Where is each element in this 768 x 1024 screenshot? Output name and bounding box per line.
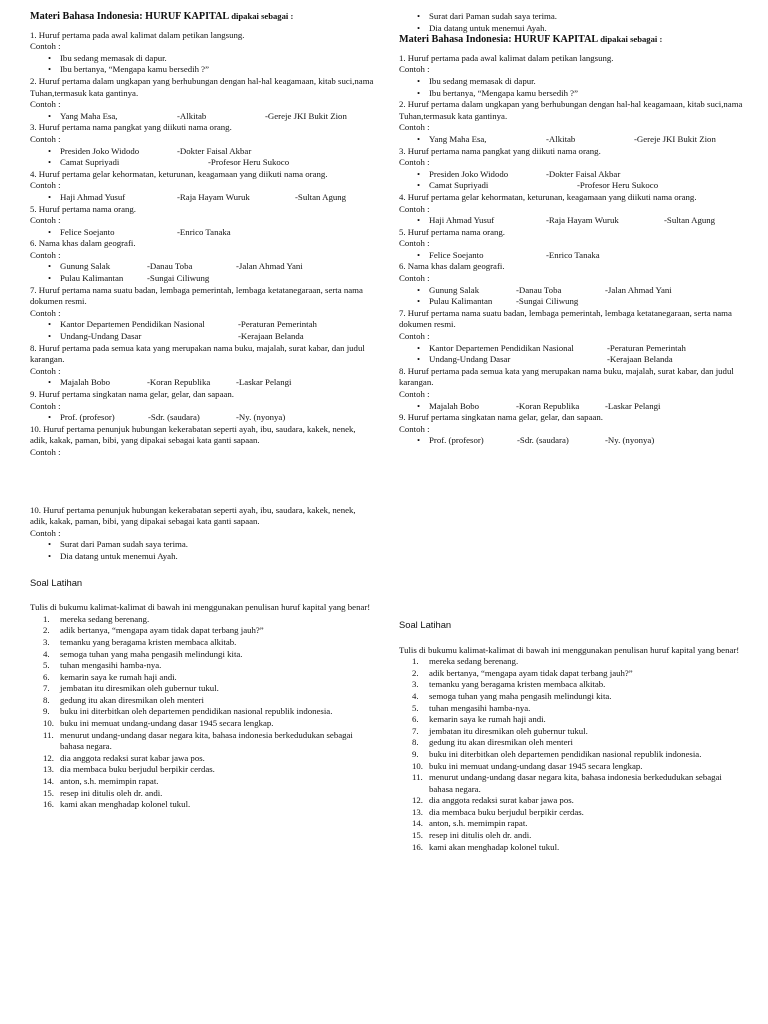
example-list [399, 401, 744, 413]
list-item: 14. anton, s.h. memimpin rapat. [43, 776, 159, 787]
rule-3: 3. Huruf pertama nama pangkat yang diikuti nama orang. [399, 145, 601, 156]
rule-8: 8. Huruf pertama pada semua kata yang merupakan nama buku, majalah, surat kabar, dan judul karangan. [399, 365, 734, 388]
example-list [30, 192, 375, 204]
example-list [30, 539, 375, 562]
list-item: • Camat Supriyadi -Profesor Heru Sukoco [30, 157, 375, 169]
list-item: 10. buku ini memuat undang-undang dasar 1945 secara lengkap. [43, 718, 274, 729]
contoh-label: Contoh : [30, 215, 61, 226]
list-item: 5. tuhan mengasihi hamba-nya. [43, 660, 162, 671]
list-item: • Pulau Kalimantan -Sungai Ciliwung [30, 273, 375, 285]
list-item: • Gunung Salak -Danau Toba -Jalan Ahmad Yani [30, 261, 375, 273]
rule-4: 4. Huruf pertama gelar kehormatan, keturunan, keagamaan yang diikuti nama orang. [399, 191, 697, 202]
rule-6: 6. Nama khas dalam geografi. [399, 261, 505, 272]
list-item: • Majalah Bobo -Koran Republika -Laskar Pelangi [399, 401, 744, 413]
list-item: • Kantor Departemen Pendidikan Nasional -Peraturan Pemerintah [399, 343, 744, 355]
rule-10: 10. Huruf pertama penunjuk hubungan kekerabatan seperti ayah, ibu, saudara, kakek, nenek, adik, kakak, paman, bibi, yang dipakai sebagai kata ganti sapaan. [30, 504, 356, 527]
contoh-label: Contoh : [30, 400, 61, 411]
rule-10: 10. Huruf pertama penunjuk hubungan kekerabatan seperti ayah, ibu, saudara, kakek, nenek, adik, kakak, paman, bibi, yang dipakai sebagai kata ganti sapaan. [30, 423, 356, 446]
list-item: • Ibu sedang memasak di dapur. [30, 53, 375, 65]
list-item: • Pulau Kalimantan -Sungai Ciliwung [399, 296, 744, 308]
list-item: 9. buku ini diterbitkan oleh departemen pendidikan nasional republik indonesia. [43, 706, 333, 717]
list-item: 7. jembatan itu diresmikan oleh gubernur tukul. [412, 725, 588, 736]
list-item: 1. mereka sedang berenang. [412, 656, 519, 667]
example-list [30, 53, 375, 76]
list-item: • Gunung Salak -Danau Toba -Jalan Ahmad Yani [399, 285, 744, 297]
list-item: • Undang-Undang Dasar -Kerajaan Belanda [30, 331, 375, 343]
rule-8: 8. Huruf pertama pada semua kata yang merupakan nama buku, majalah, surat kabar, dan judul karangan. [30, 342, 365, 365]
contoh-label: Contoh : [30, 41, 61, 52]
example-list [399, 215, 744, 227]
example-list [399, 134, 744, 146]
list-item: 5. tuhan mengasihi hamba-nya. [412, 702, 531, 713]
list-item: • Haji Ahmad Yusuf -Raja Hayam Wuruk -Sultan Agung [30, 192, 375, 204]
list-item: 2. adik bertanya, “mengapa ayam tidak dapat terbang jauh?” [43, 625, 264, 636]
example-list [399, 76, 744, 99]
list-item: 4. semoga tuhan yang maha pengasih melindungi kita. [412, 690, 612, 701]
example-list [399, 343, 744, 366]
list-item: 13. dia membaca buku berjudul berpikir cerdas. [412, 806, 584, 817]
list-item: 9. buku ini diterbitkan oleh departemen pendidikan nasional republik indonesia. [412, 748, 702, 759]
contoh-label: Contoh : [399, 122, 430, 133]
list-item: 11. menurut undang-undang dasar negara kita, bahasa indonesia berkedudukan sebagai bahasa negara. [412, 772, 722, 794]
list-item: 16. kami akan menghadap kolonel tukul. [43, 799, 191, 810]
list-item: • Yang Maha Esa, -Alkitab -Gereje JKI Bukit Zion [399, 134, 744, 146]
list-item: 3. temanku yang beragama kristen membaca alkitab. [43, 636, 237, 647]
rule-9: 9. Huruf pertama singkatan nama gelar, gelar, dan sapaan. [399, 412, 603, 423]
list-item: • Dia datang untuk menemui Ayah. [399, 23, 744, 35]
list-item: • Camat Supriyadi -Profesor Heru Sukoco [399, 180, 744, 192]
contoh-label: Contoh : [399, 238, 430, 249]
rule-2: 2. Huruf pertama dalam ungkapan yang berhubungan dengan hal-hal keagamaan, kitab suci,nama Tuhan,termasuk kata gantinya. [30, 75, 374, 98]
rule-9: 9. Huruf pertama singkatan nama gelar, gelar, dan sapaan. [30, 389, 234, 399]
contoh-label: Contoh : [399, 157, 430, 168]
list-item: • Dia datang untuk menemui Ayah. [30, 551, 375, 563]
soal-instruction: Tulis di bukumu kalimat-kalimat di bawah ini menggunakan penulisan huruf kapital yang benar! [30, 602, 371, 613]
list-item: 12. dia anggota redaksi surat kabar jawa pos. [43, 752, 205, 763]
example-list [30, 227, 375, 239]
contoh-label: Contoh : [399, 331, 430, 342]
left-column [30, 11, 375, 811]
list-item: 14. anton, s.h. memimpin rapat. [412, 818, 528, 829]
list-item: 8. gedung itu akan diresmikan oleh menteri [43, 694, 204, 705]
rule-7: 7. Huruf pertama nama suatu badan, lembaga pemerintah, lembaga ketatanegaraan, serta nama dokumen resmi. [399, 307, 732, 330]
contoh-label: Contoh : [30, 307, 61, 318]
example-list [30, 111, 375, 123]
rule-3: 3. Huruf pertama nama pangkat yang diikuti nama orang. [30, 122, 232, 133]
contoh-label: Contoh : [30, 180, 61, 191]
list-item: • Presiden Joko Widodo -Dokter Faisal Akbar [30, 146, 375, 158]
list-item: 6. kemarin saya ke rumah haji andi. [412, 714, 546, 725]
page-title: Materi Bahasa Indonesia: HURUF KAPITAL dipakai sebagai : [30, 11, 294, 22]
list-item: • Yang Maha Esa, -Alkitab -Gereje JKI Bukit Zion [30, 111, 375, 123]
list-item: • Prof. (profesor) -Sdr. (saudara) -Ny. (nyonya) [30, 412, 375, 424]
example-list [30, 146, 375, 169]
contoh-label: Contoh : [399, 203, 430, 214]
contoh-label: Contoh : [30, 446, 61, 457]
soal-list [30, 614, 375, 811]
example-list [30, 377, 375, 389]
list-item: 11. menurut undang-undang dasar negara kita, bahasa indonesia berkedudukan sebagai bahasa negara. [43, 729, 353, 752]
list-item: 13. dia membaca buku berjudul berpikir cerdas. [43, 764, 215, 775]
rule-4: 4. Huruf pertama gelar kehormatan, keturunan, keagamaan yang diikuti nama orang. [30, 168, 328, 179]
rule-5: 5. Huruf pertama nama orang. [399, 226, 506, 237]
list-item: • Ibu sedang memasak di dapur. [399, 76, 744, 88]
rule-7: 7. Huruf pertama nama suatu badan, lembaga pemerintah, lembaga ketatanegaraan, serta nama dokumen resmi. [30, 284, 363, 307]
example-list [399, 169, 744, 192]
rule-6: 6. Nama khas dalam geografi. [30, 238, 136, 249]
list-item: 6. kemarin saya ke rumah haji andi. [43, 671, 177, 682]
list-item: 12. dia anggota redaksi surat kabar jawa pos. [412, 795, 574, 806]
rule-1: 1. Huruf pertama pada awal kalimat dalam petikan langsung. [30, 29, 245, 40]
example-list [30, 412, 375, 424]
rule-5: 5. Huruf pertama nama orang. [30, 203, 137, 214]
soal-list [399, 656, 744, 853]
list-item: • Haji Ahmad Yusuf -Raja Hayam Wuruk -Sultan Agung [399, 215, 744, 227]
contoh-label: Contoh : [399, 423, 430, 434]
list-item: • Surat dari Paman sudah saya terima. [30, 539, 375, 551]
soal-instruction: Tulis di bukumu kalimat-kalimat di bawah ini menggunakan penulisan huruf kapital yang benar! [399, 644, 740, 655]
list-item: • Majalah Bobo -Koran Republika -Laskar Pelangi [30, 377, 375, 389]
right-column [399, 11, 744, 853]
rule-2: 2. Huruf pertama dalam ungkapan yang berhubungan dengan hal-hal keagamaan, kitab suci,nama Tuhan,termasuk kata gantinya. [399, 99, 743, 121]
soal-heading: Soal Latihan [399, 618, 452, 630]
list-item: • Undang-Undang Dasar -Kerajaan Belanda [399, 354, 744, 366]
list-item: 15. resep ini ditulis oleh dr. andi. [412, 830, 532, 841]
list-item: 10. buku ini memuat undang-undang dasar 1945 secara lengkap. [412, 760, 643, 771]
page-title: Materi Bahasa Indonesia: HURUF KAPITAL dipakai sebagai : [399, 34, 663, 46]
contoh-label: Contoh : [30, 365, 61, 376]
list-item: 16. kami akan menghadap kolonel tukul. [412, 841, 560, 852]
list-item: 8. gedung itu akan diresmikan oleh menteri [412, 737, 573, 748]
example-list [30, 261, 375, 284]
list-item: 2. adik bertanya, “mengapa ayam tidak dapat terbang jauh?” [412, 667, 633, 678]
contoh-label: Contoh : [30, 249, 61, 260]
list-item: • Ibu bertanya, “Mengapa kamu bersedih ?” [30, 64, 375, 76]
list-item: 4. semoga tuhan yang maha pengasih melindungi kita. [43, 648, 243, 659]
list-item: • Presiden Joko Widodo -Dokter Faisal Akbar [399, 169, 744, 181]
list-item: • Felice Soejanto -Enrico Tanaka [399, 250, 744, 262]
contoh-label: Contoh : [399, 389, 430, 399]
list-item: 15. resep ini ditulis oleh dr. andi. [43, 787, 163, 798]
contoh-label: Contoh : [30, 133, 61, 144]
list-item: 3. temanku yang beragama kristen membaca alkitab. [412, 679, 606, 690]
list-item: 7. jembatan itu diresmikan oleh gubernur tukul. [43, 683, 219, 694]
contoh-label: Contoh : [30, 527, 61, 538]
list-item: • Felice Soejanto -Enrico Tanaka [30, 227, 375, 239]
example-list [30, 319, 375, 342]
contoh-label: Contoh : [399, 273, 430, 284]
example-list [399, 250, 744, 262]
soal-heading: Soal Latihan [30, 576, 83, 588]
contoh-label: Contoh : [399, 64, 430, 75]
example-list [399, 285, 744, 308]
contoh-label: Contoh : [30, 99, 61, 110]
rule-1: 1. Huruf pertama pada awal kalimat dalam petikan langsung. [399, 52, 614, 63]
example-list [399, 11, 744, 34]
list-item: 1. mereka sedang berenang. [43, 613, 150, 624]
list-item: • Ibu bertanya, “Mengapa kamu bersedih ?” [399, 88, 744, 100]
list-item: • Kantor Departemen Pendidikan Nasional -Peraturan Pemerintah [30, 319, 375, 331]
example-list [399, 435, 744, 447]
list-item: • Prof. (profesor) -Sdr. (saudara) -Ny. (nyonya) [399, 435, 744, 447]
list-item: • Surat dari Paman sudah saya terima. [399, 11, 744, 23]
